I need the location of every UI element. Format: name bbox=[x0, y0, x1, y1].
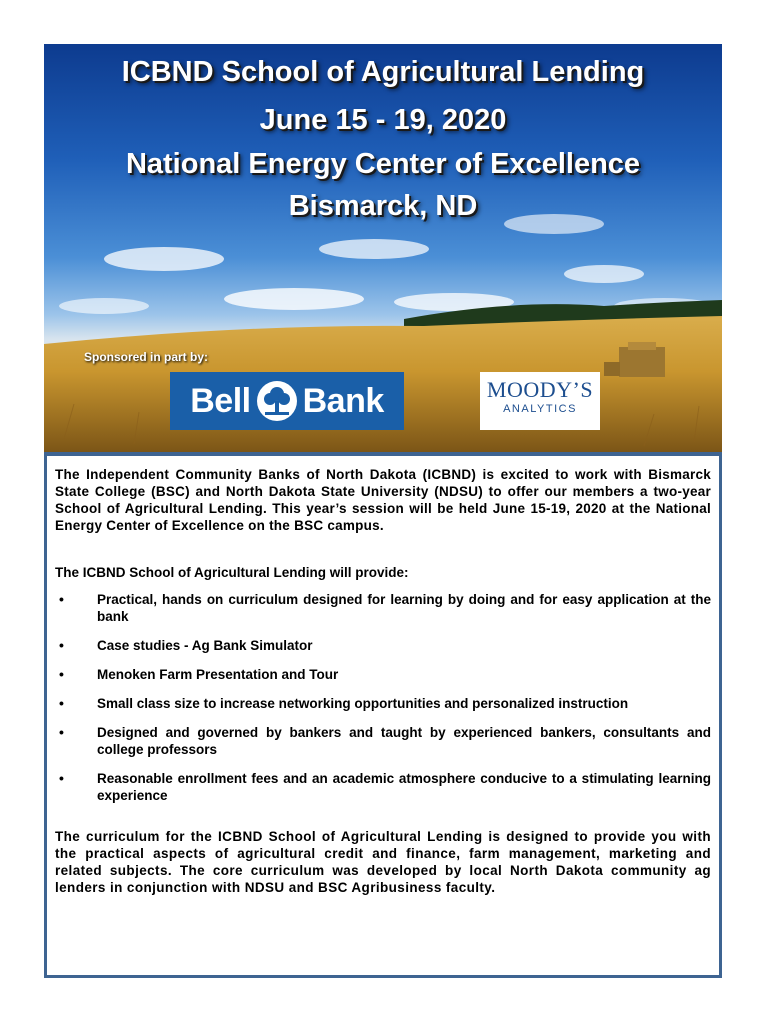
feature-text: Designed and governed by bankers and taught by experienced bankers, consultants and college professors bbox=[97, 725, 711, 757]
feature-text: Menoken Farm Presentation and Tour bbox=[97, 667, 339, 682]
bullet-icon: • bbox=[59, 695, 64, 711]
moodys-logo-sub: ANALYTICS bbox=[503, 403, 577, 415]
bell-logo-text-left: Bell bbox=[190, 381, 251, 420]
content-box bbox=[44, 452, 722, 978]
flyer bbox=[44, 44, 722, 978]
bullet-icon: • bbox=[59, 591, 64, 607]
bullet-icon: • bbox=[59, 724, 64, 740]
list-item bbox=[55, 724, 711, 758]
school-title: ICBND School of Agricultural Lending bbox=[121, 56, 645, 88]
features-list bbox=[55, 591, 711, 804]
feature-text: Practical, hands on curriculum designed for learning by doing and for easy application at the bank bbox=[97, 592, 711, 624]
feature-text: Reasonable enrollment fees and an academic atmosphere conducive to a stimulating learning experience bbox=[97, 771, 711, 803]
list-item bbox=[55, 695, 711, 712]
bell-logo-text-right: Bank bbox=[302, 381, 384, 420]
intro-paragraph: The Independent Community Banks of North Dakota (ICBND) is excited to work with Bismarck State College (BSC) and North Dakota State University (NDSU) to offer our members a two-year School of Agricultural Lending. This year’s session will be held June 15-19, 2020 at the National Energy Center of Excellence on the BSC campus. bbox=[55, 467, 711, 533]
bell-tree-icon bbox=[257, 381, 297, 421]
bell-bank-logo bbox=[170, 372, 404, 430]
list-item bbox=[55, 637, 711, 654]
sponsored-label: Sponsored in part by: bbox=[84, 350, 209, 364]
list-item bbox=[55, 770, 711, 804]
venue-location: Bismarck, ND bbox=[288, 190, 478, 222]
moodys-analytics-logo bbox=[480, 372, 600, 430]
list-item bbox=[55, 591, 711, 625]
feature-text: Case studies - Ag Bank Simulator bbox=[97, 638, 313, 653]
bullet-icon: • bbox=[59, 637, 64, 653]
feature-text: Small class size to increase networking opportunities and personalized instruction bbox=[97, 696, 629, 711]
bullet-icon: • bbox=[59, 770, 64, 786]
list-item bbox=[55, 666, 711, 683]
provides-heading: The ICBND School of Agricultural Lending will provide: bbox=[55, 565, 409, 580]
bullet-icon: • bbox=[59, 666, 64, 682]
event-dates: June 15 - 19, 2020 bbox=[259, 104, 507, 136]
venue-name: National Energy Center of Excellence bbox=[125, 148, 641, 180]
moodys-logo-name: MOODY’S bbox=[486, 377, 594, 402]
hero-banner bbox=[44, 44, 722, 454]
closing-paragraph: The curriculum for the ICBND School of Agricultural Lending is designed to provide you with the practical aspects of agricultural credit and finance, farm management, marketing and related subjects. The core curriculum was developed by local North Dakota community ag lenders in conjunction with NDSU and BSC Agribusiness faculty. bbox=[55, 829, 711, 895]
